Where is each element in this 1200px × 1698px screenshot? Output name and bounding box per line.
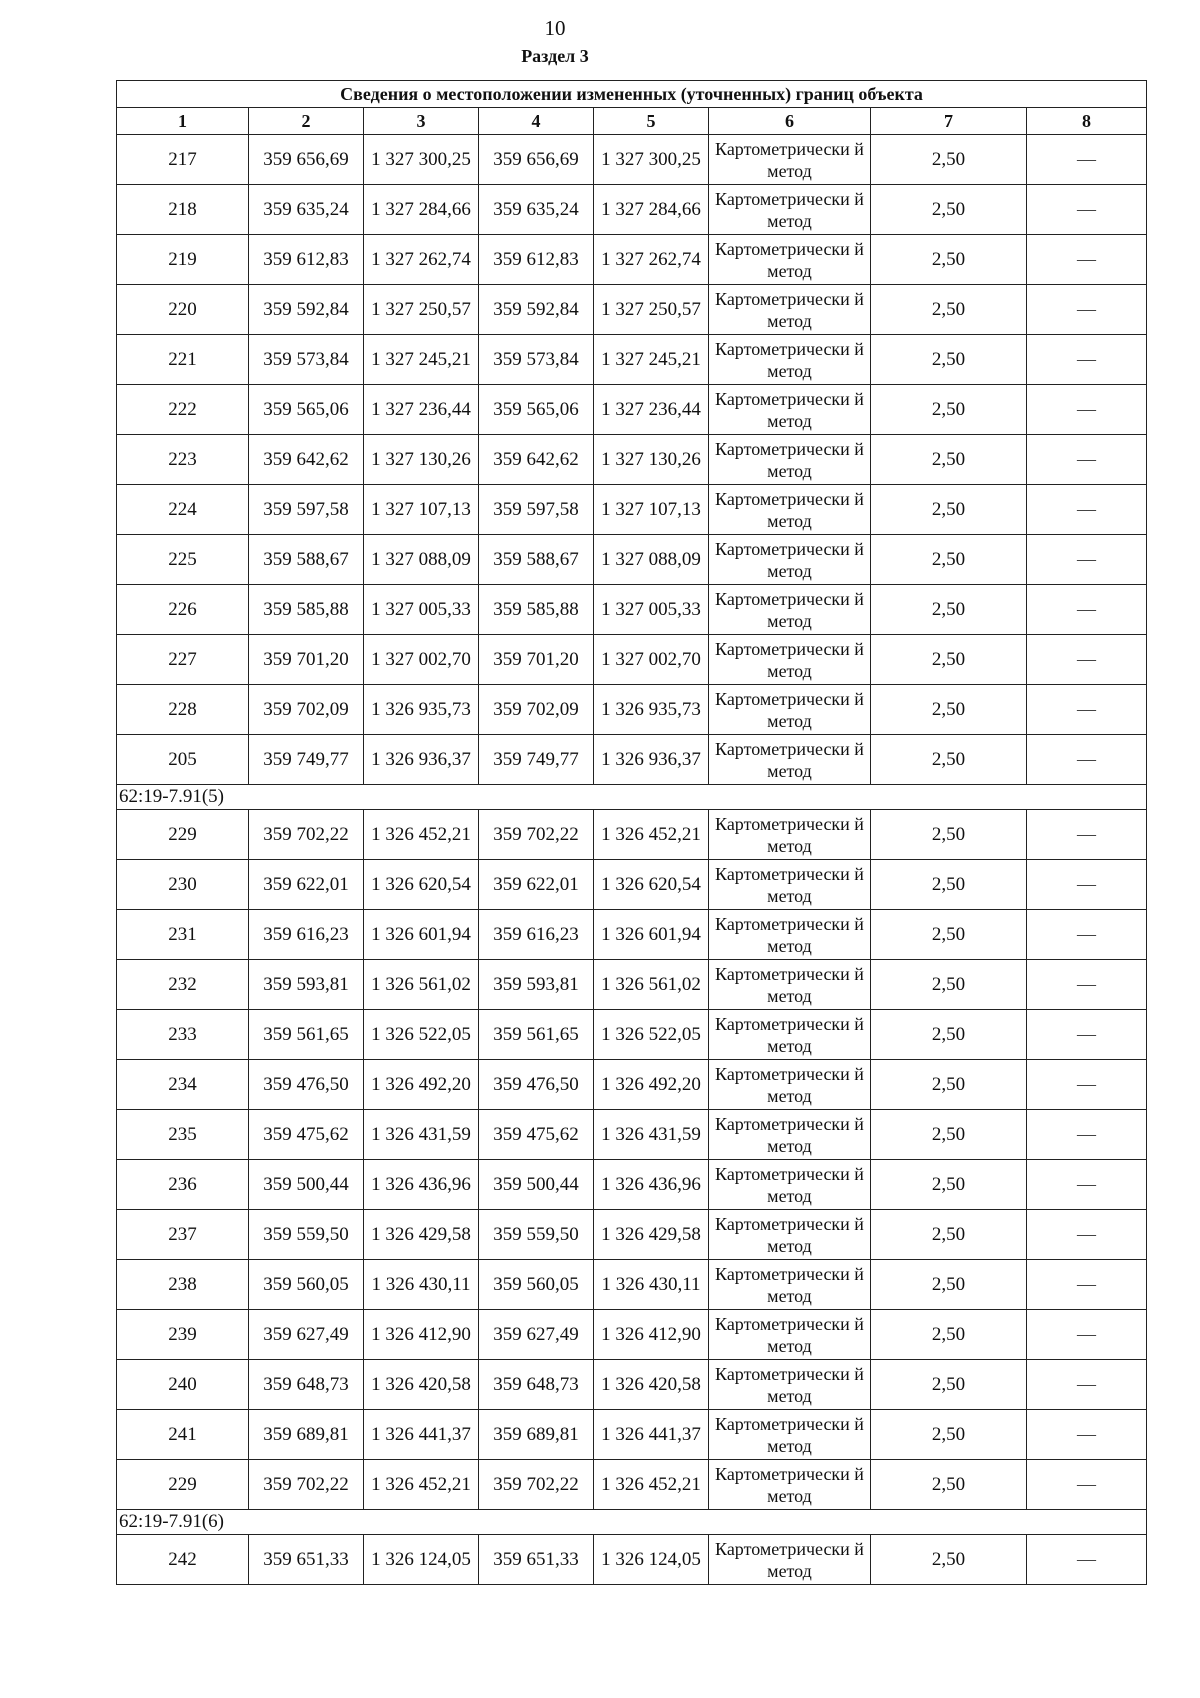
y-existing-cell: 1 327 130,26 [364, 435, 479, 485]
table-row [117, 1260, 1147, 1310]
point-number-cell: 228 [117, 685, 249, 735]
y-existing-cell: 1 326 522,05 [364, 1010, 479, 1060]
y-existing-cell: 1 326 412,90 [364, 1310, 479, 1360]
description-cell: — [1027, 1410, 1147, 1460]
y-existing-cell: 1 326 601,94 [364, 910, 479, 960]
point-number-cell: 235 [117, 1110, 249, 1160]
description-cell: — [1027, 860, 1147, 910]
x-existing-cell: 359 689,81 [249, 1410, 364, 1460]
accuracy-cell: 2,50 [871, 235, 1027, 285]
description-cell: — [1027, 1460, 1147, 1510]
x-existing-cell: 359 627,49 [249, 1310, 364, 1360]
column-header-6: 6 [709, 108, 871, 135]
y-existing-cell: 1 326 561,02 [364, 960, 479, 1010]
x-new-cell: 359 622,01 [479, 860, 594, 910]
x-existing-cell: 359 592,84 [249, 285, 364, 335]
table-row [117, 810, 1147, 860]
x-existing-cell: 359 475,62 [249, 1110, 364, 1160]
x-new-cell: 359 701,20 [479, 635, 594, 685]
y-new-cell: 1 326 452,21 [594, 810, 709, 860]
y-new-cell: 1 326 436,96 [594, 1160, 709, 1210]
point-number-cell: 232 [117, 960, 249, 1010]
group-label: 62:19-7.91(5) [117, 785, 1147, 810]
y-existing-cell: 1 326 492,20 [364, 1060, 479, 1110]
description-cell: — [1027, 910, 1147, 960]
column-header-4: 4 [479, 108, 594, 135]
x-existing-cell: 359 702,22 [249, 1460, 364, 1510]
x-new-cell: 359 656,69 [479, 135, 594, 185]
method-cell: Картометрически й метод [709, 1060, 871, 1110]
y-new-cell: 1 327 107,13 [594, 485, 709, 535]
table-row [117, 185, 1147, 235]
x-existing-cell: 359 559,50 [249, 1210, 364, 1260]
table-row [117, 285, 1147, 335]
description-cell: — [1027, 485, 1147, 535]
accuracy-cell: 2,50 [871, 735, 1027, 785]
y-existing-cell: 1 326 620,54 [364, 860, 479, 910]
x-existing-cell: 359 701,20 [249, 635, 364, 685]
table-row [117, 235, 1147, 285]
section-title: Раздел 3 [521, 46, 589, 66]
y-new-cell: 1 326 412,90 [594, 1310, 709, 1360]
x-new-cell: 359 585,88 [479, 585, 594, 635]
method-cell: Картометрически й метод [709, 860, 871, 910]
table-row [117, 735, 1147, 785]
table-row [117, 1460, 1147, 1510]
method-cell: Картометрически й метод [709, 235, 871, 285]
method-cell: Картометрически й метод [709, 535, 871, 585]
description-cell: — [1027, 1535, 1147, 1585]
point-number-cell: 240 [117, 1360, 249, 1410]
description-cell: — [1027, 1210, 1147, 1260]
x-existing-cell: 359 573,84 [249, 335, 364, 385]
column-header-7: 7 [871, 108, 1027, 135]
accuracy-cell: 2,50 [871, 910, 1027, 960]
point-number-cell: 229 [117, 810, 249, 860]
x-new-cell: 359 573,84 [479, 335, 594, 385]
y-new-cell: 1 327 005,33 [594, 585, 709, 635]
accuracy-cell: 2,50 [871, 485, 1027, 535]
boundary-coordinates-table [116, 80, 1147, 1585]
point-number-cell: 217 [117, 135, 249, 185]
method-cell: Картометрически й метод [709, 685, 871, 735]
method-cell: Картометрически й метод [709, 435, 871, 485]
accuracy-cell: 2,50 [871, 960, 1027, 1010]
x-existing-cell: 359 656,69 [249, 135, 364, 185]
y-new-cell: 1 326 441,37 [594, 1410, 709, 1460]
x-existing-cell: 359 585,88 [249, 585, 364, 635]
accuracy-cell: 2,50 [871, 385, 1027, 435]
table-row [117, 385, 1147, 435]
y-new-cell: 1 327 250,57 [594, 285, 709, 335]
table-row [117, 1110, 1147, 1160]
point-number-cell: 236 [117, 1160, 249, 1210]
accuracy-cell: 2,50 [871, 285, 1027, 335]
accuracy-cell: 2,50 [871, 1460, 1027, 1510]
accuracy-cell: 2,50 [871, 1360, 1027, 1410]
method-cell: Картометрически й метод [709, 1460, 871, 1510]
point-number-cell: 239 [117, 1310, 249, 1360]
description-cell: — [1027, 435, 1147, 485]
method-cell: Картометрически й метод [709, 135, 871, 185]
method-cell: Картометрически й метод [709, 1535, 871, 1585]
x-existing-cell: 359 702,22 [249, 810, 364, 860]
method-cell: Картометрически й метод [709, 1360, 871, 1410]
method-cell: Картометрически й метод [709, 1010, 871, 1060]
y-existing-cell: 1 327 262,74 [364, 235, 479, 285]
x-new-cell: 359 627,49 [479, 1310, 594, 1360]
y-existing-cell: 1 326 936,37 [364, 735, 479, 785]
group-row [117, 1510, 1147, 1535]
description-cell: — [1027, 1060, 1147, 1110]
y-existing-cell: 1 326 420,58 [364, 1360, 479, 1410]
page-number: 10 [544, 16, 566, 40]
point-number-cell: 234 [117, 1060, 249, 1110]
y-existing-cell: 1 326 430,11 [364, 1260, 479, 1310]
x-existing-cell: 359 648,73 [249, 1360, 364, 1410]
point-number-cell: 219 [117, 235, 249, 285]
column-number-row [117, 108, 1147, 135]
accuracy-cell: 2,50 [871, 185, 1027, 235]
description-cell: — [1027, 1310, 1147, 1360]
x-new-cell: 359 612,83 [479, 235, 594, 285]
y-new-cell: 1 327 236,44 [594, 385, 709, 435]
accuracy-cell: 2,50 [871, 860, 1027, 910]
point-number-cell: 231 [117, 910, 249, 960]
description-cell: — [1027, 1160, 1147, 1210]
point-number-cell: 237 [117, 1210, 249, 1260]
point-number-cell: 238 [117, 1260, 249, 1310]
description-cell: — [1027, 585, 1147, 635]
accuracy-cell: 2,50 [871, 810, 1027, 860]
description-cell: — [1027, 635, 1147, 685]
y-new-cell: 1 326 620,54 [594, 860, 709, 910]
point-number-cell: 241 [117, 1410, 249, 1460]
description-cell: — [1027, 810, 1147, 860]
x-new-cell: 359 500,44 [479, 1160, 594, 1210]
point-number-cell: 227 [117, 635, 249, 685]
method-cell: Картометрически й метод [709, 910, 871, 960]
method-cell: Картометрически й метод [709, 1260, 871, 1310]
table-row [117, 1410, 1147, 1460]
table-caption: Сведения о местоположении измененных (уточненных) границ объекта [117, 81, 1147, 108]
description-cell: — [1027, 335, 1147, 385]
x-new-cell: 359 560,05 [479, 1260, 594, 1310]
y-new-cell: 1 327 284,66 [594, 185, 709, 235]
table-row [117, 135, 1147, 185]
point-number-cell: 225 [117, 535, 249, 585]
table-row [117, 1535, 1147, 1585]
y-existing-cell: 1 326 124,05 [364, 1535, 479, 1585]
x-new-cell: 359 476,50 [479, 1060, 594, 1110]
x-new-cell: 359 597,58 [479, 485, 594, 535]
point-number-cell: 242 [117, 1535, 249, 1585]
x-existing-cell: 359 565,06 [249, 385, 364, 435]
x-new-cell: 359 689,81 [479, 1410, 594, 1460]
x-existing-cell: 359 597,58 [249, 485, 364, 535]
y-new-cell: 1 326 430,11 [594, 1260, 709, 1310]
accuracy-cell: 2,50 [871, 135, 1027, 185]
y-new-cell: 1 326 452,21 [594, 1460, 709, 1510]
table-row [117, 535, 1147, 585]
method-cell: Картометрически й метод [709, 1160, 871, 1210]
accuracy-cell: 2,50 [871, 1410, 1027, 1460]
table-row [117, 485, 1147, 535]
table-row [117, 1060, 1147, 1110]
x-existing-cell: 359 651,33 [249, 1535, 364, 1585]
description-cell: — [1027, 285, 1147, 335]
y-new-cell: 1 326 420,58 [594, 1360, 709, 1410]
x-new-cell: 359 559,50 [479, 1210, 594, 1260]
y-existing-cell: 1 327 300,25 [364, 135, 479, 185]
method-cell: Картометрически й метод [709, 735, 871, 785]
x-existing-cell: 359 749,77 [249, 735, 364, 785]
y-existing-cell: 1 327 236,44 [364, 385, 479, 435]
x-new-cell: 359 648,73 [479, 1360, 594, 1410]
table-row [117, 910, 1147, 960]
column-header-5: 5 [594, 108, 709, 135]
accuracy-cell: 2,50 [871, 635, 1027, 685]
y-existing-cell: 1 326 441,37 [364, 1410, 479, 1460]
x-new-cell: 359 588,67 [479, 535, 594, 585]
accuracy-cell: 2,50 [871, 435, 1027, 485]
x-existing-cell: 359 588,67 [249, 535, 364, 585]
point-number-cell: 233 [117, 1010, 249, 1060]
table-row [117, 685, 1147, 735]
y-existing-cell: 1 327 245,21 [364, 335, 479, 385]
table-row [117, 335, 1147, 385]
x-existing-cell: 359 561,65 [249, 1010, 364, 1060]
x-existing-cell: 359 616,23 [249, 910, 364, 960]
x-new-cell: 359 592,84 [479, 285, 594, 335]
method-cell: Картометрически й метод [709, 585, 871, 635]
method-cell: Картометрически й метод [709, 1210, 871, 1260]
x-existing-cell: 359 635,24 [249, 185, 364, 235]
x-new-cell: 359 702,22 [479, 1460, 594, 1510]
accuracy-cell: 2,50 [871, 1060, 1027, 1110]
y-existing-cell: 1 327 088,09 [364, 535, 479, 585]
method-cell: Картометрически й метод [709, 185, 871, 235]
y-existing-cell: 1 326 429,58 [364, 1210, 479, 1260]
x-new-cell: 359 475,62 [479, 1110, 594, 1160]
y-existing-cell: 1 327 107,13 [364, 485, 479, 535]
y-existing-cell: 1 326 452,21 [364, 1460, 479, 1510]
accuracy-cell: 2,50 [871, 585, 1027, 635]
table-row [117, 635, 1147, 685]
x-existing-cell: 359 622,01 [249, 860, 364, 910]
group-label: 62:19-7.91(6) [117, 1510, 1147, 1535]
point-number-cell: 226 [117, 585, 249, 635]
column-header-8: 8 [1027, 108, 1147, 135]
x-new-cell: 359 651,33 [479, 1535, 594, 1585]
column-header-1: 1 [117, 108, 249, 135]
point-number-cell: 218 [117, 185, 249, 235]
y-new-cell: 1 326 522,05 [594, 1010, 709, 1060]
x-existing-cell: 359 476,50 [249, 1060, 364, 1110]
accuracy-cell: 2,50 [871, 1210, 1027, 1260]
x-new-cell: 359 635,24 [479, 185, 594, 235]
y-existing-cell: 1 326 935,73 [364, 685, 479, 735]
accuracy-cell: 2,50 [871, 535, 1027, 585]
description-cell: — [1027, 1010, 1147, 1060]
y-new-cell: 1 327 088,09 [594, 535, 709, 585]
description-cell: — [1027, 185, 1147, 235]
method-cell: Картометрически й метод [709, 1410, 871, 1460]
accuracy-cell: 2,50 [871, 1260, 1027, 1310]
y-new-cell: 1 326 936,37 [594, 735, 709, 785]
table-row [117, 1360, 1147, 1410]
method-cell: Картометрически й метод [709, 960, 871, 1010]
y-new-cell: 1 326 124,05 [594, 1535, 709, 1585]
point-number-cell: 230 [117, 860, 249, 910]
point-number-cell: 223 [117, 435, 249, 485]
y-new-cell: 1 327 245,21 [594, 335, 709, 385]
accuracy-cell: 2,50 [871, 1160, 1027, 1210]
x-existing-cell: 359 612,83 [249, 235, 364, 285]
y-new-cell: 1 326 429,58 [594, 1210, 709, 1260]
y-new-cell: 1 326 935,73 [594, 685, 709, 735]
x-new-cell: 359 593,81 [479, 960, 594, 1010]
table-row [117, 435, 1147, 485]
method-cell: Картометрически й метод [709, 385, 871, 435]
y-new-cell: 1 327 130,26 [594, 435, 709, 485]
table-row [117, 960, 1147, 1010]
y-new-cell: 1 326 601,94 [594, 910, 709, 960]
y-existing-cell: 1 327 002,70 [364, 635, 479, 685]
accuracy-cell: 2,50 [871, 1010, 1027, 1060]
description-cell: — [1027, 235, 1147, 285]
y-new-cell: 1 327 300,25 [594, 135, 709, 185]
table-row [117, 1160, 1147, 1210]
y-existing-cell: 1 327 005,33 [364, 585, 479, 635]
accuracy-cell: 2,50 [871, 1110, 1027, 1160]
x-new-cell: 359 642,62 [479, 435, 594, 485]
x-existing-cell: 359 560,05 [249, 1260, 364, 1310]
description-cell: — [1027, 1110, 1147, 1160]
method-cell: Картометрически й метод [709, 335, 871, 385]
method-cell: Картометрически й метод [709, 1110, 871, 1160]
point-number-cell: 222 [117, 385, 249, 435]
description-cell: — [1027, 1260, 1147, 1310]
description-cell: — [1027, 535, 1147, 585]
x-new-cell: 359 702,22 [479, 810, 594, 860]
y-existing-cell: 1 326 431,59 [364, 1110, 479, 1160]
x-existing-cell: 359 702,09 [249, 685, 364, 735]
x-new-cell: 359 561,65 [479, 1010, 594, 1060]
x-new-cell: 359 749,77 [479, 735, 594, 785]
x-new-cell: 359 565,06 [479, 385, 594, 435]
method-cell: Картометрически й метод [709, 635, 871, 685]
y-new-cell: 1 326 431,59 [594, 1110, 709, 1160]
description-cell: — [1027, 685, 1147, 735]
table-caption-row [117, 81, 1147, 108]
table-row [117, 1210, 1147, 1260]
description-cell: — [1027, 960, 1147, 1010]
accuracy-cell: 2,50 [871, 335, 1027, 385]
y-existing-cell: 1 327 250,57 [364, 285, 479, 335]
table-body [117, 81, 1147, 1585]
description-cell: — [1027, 135, 1147, 185]
x-existing-cell: 359 642,62 [249, 435, 364, 485]
y-existing-cell: 1 327 284,66 [364, 185, 479, 235]
table-row [117, 1310, 1147, 1360]
point-number-cell: 221 [117, 335, 249, 385]
x-existing-cell: 359 500,44 [249, 1160, 364, 1210]
method-cell: Картометрически й метод [709, 285, 871, 335]
table-row [117, 585, 1147, 635]
description-cell: — [1027, 1360, 1147, 1410]
method-cell: Картометрически й метод [709, 1310, 871, 1360]
x-new-cell: 359 702,09 [479, 685, 594, 735]
y-new-cell: 1 326 492,20 [594, 1060, 709, 1110]
column-header-3: 3 [364, 108, 479, 135]
y-existing-cell: 1 326 452,21 [364, 810, 479, 860]
accuracy-cell: 2,50 [871, 1535, 1027, 1585]
accuracy-cell: 2,50 [871, 1310, 1027, 1360]
y-new-cell: 1 327 002,70 [594, 635, 709, 685]
column-header-2: 2 [249, 108, 364, 135]
point-number-cell: 229 [117, 1460, 249, 1510]
y-existing-cell: 1 326 436,96 [364, 1160, 479, 1210]
method-cell: Картометрически й метод [709, 485, 871, 535]
x-new-cell: 359 616,23 [479, 910, 594, 960]
description-cell: — [1027, 735, 1147, 785]
table-row [117, 860, 1147, 910]
group-row [117, 785, 1147, 810]
y-new-cell: 1 327 262,74 [594, 235, 709, 285]
table-row [117, 1010, 1147, 1060]
accuracy-cell: 2,50 [871, 685, 1027, 735]
x-existing-cell: 359 593,81 [249, 960, 364, 1010]
description-cell: — [1027, 385, 1147, 435]
method-cell: Картометрически й метод [709, 810, 871, 860]
y-new-cell: 1 326 561,02 [594, 960, 709, 1010]
point-number-cell: 205 [117, 735, 249, 785]
point-number-cell: 220 [117, 285, 249, 335]
point-number-cell: 224 [117, 485, 249, 535]
